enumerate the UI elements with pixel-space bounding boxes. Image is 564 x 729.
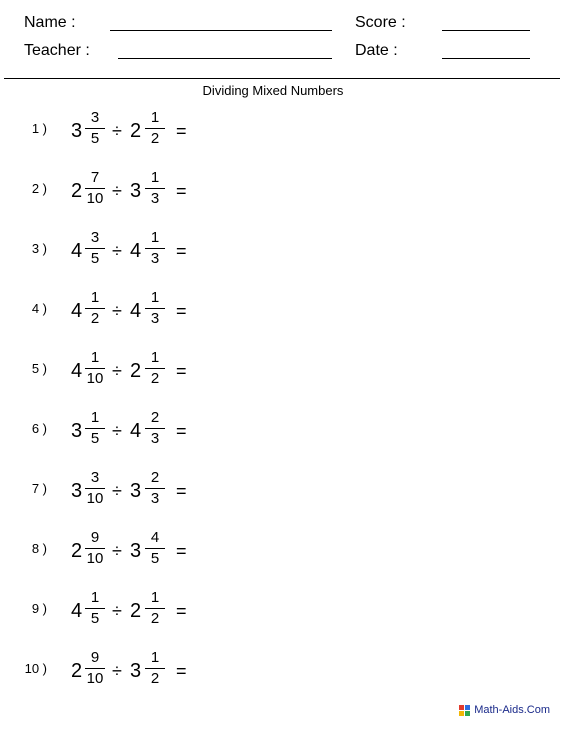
denominator: 5	[90, 250, 100, 267]
fraction	[82, 408, 108, 449]
denominator: 10	[86, 550, 104, 567]
equals-sign: =	[176, 601, 187, 621]
numerator: 1	[150, 109, 160, 126]
fraction	[82, 228, 108, 269]
fraction	[142, 168, 168, 209]
fraction	[142, 288, 168, 329]
whole-number: 4	[130, 240, 142, 262]
denominator: 10	[86, 190, 104, 207]
whole-number: 2	[71, 660, 83, 682]
whole-number: 2	[130, 120, 142, 142]
equals-sign: =	[176, 661, 187, 681]
denominator: 3	[150, 430, 160, 447]
equals-sign: =	[176, 181, 187, 201]
problem-number: 8 )	[31, 541, 47, 556]
whole-number: 3	[71, 120, 83, 142]
equals-sign: =	[176, 541, 187, 561]
fraction	[142, 108, 168, 149]
fraction	[82, 588, 108, 629]
whole-number: 3	[130, 660, 142, 682]
numerator: 3	[90, 109, 100, 126]
problem-row	[0, 526, 300, 576]
numerator: 1	[150, 289, 160, 306]
score-field[interactable]	[442, 30, 530, 31]
denominator: 10	[86, 490, 104, 507]
equals-sign: =	[176, 241, 187, 261]
denominator: 5	[90, 130, 100, 147]
numerator: 9	[90, 649, 100, 666]
problem-number: 7 )	[31, 481, 47, 496]
fraction	[82, 348, 108, 389]
equals-sign: =	[176, 481, 187, 501]
date-field[interactable]	[442, 58, 530, 59]
numerator: 1	[90, 349, 100, 366]
numerator: 1	[150, 169, 160, 186]
divide-sign: ÷	[112, 421, 122, 441]
denominator: 3	[150, 250, 160, 267]
problem-number: 6 )	[31, 421, 47, 436]
denominator: 3	[150, 310, 160, 327]
numerator: 1	[150, 649, 160, 666]
divide-sign: ÷	[112, 181, 122, 201]
problem-row	[0, 406, 300, 456]
numerator: 1	[150, 589, 160, 606]
equals-sign: =	[176, 121, 187, 141]
numerator: 1	[150, 349, 160, 366]
teacher-label: Teacher :	[24, 42, 90, 59]
whole-number: 2	[71, 540, 83, 562]
problem-number: 10 )	[24, 661, 47, 676]
numerator: 9	[90, 529, 100, 546]
numerator: 2	[150, 469, 160, 486]
equals-sign: =	[176, 301, 187, 321]
divide-sign: ÷	[112, 481, 122, 501]
whole-number: 2	[130, 360, 142, 382]
fraction	[82, 168, 108, 209]
denominator: 10	[86, 370, 104, 387]
numerator: 2	[150, 409, 160, 426]
denominator: 5	[150, 550, 160, 567]
numerator: 7	[90, 169, 100, 186]
name-label: Name :	[24, 14, 76, 31]
fraction	[82, 528, 108, 569]
fraction	[142, 408, 168, 449]
fraction	[142, 468, 168, 509]
problem-row	[0, 166, 300, 216]
fraction	[82, 288, 108, 329]
problem-row	[0, 346, 300, 396]
problem-number: 3 )	[31, 241, 47, 256]
problem-number: 1 )	[31, 121, 47, 136]
whole-number: 2	[71, 180, 83, 202]
divide-sign: ÷	[112, 601, 122, 621]
denominator: 2	[90, 310, 100, 327]
divide-sign: ÷	[112, 301, 122, 321]
denominator: 5	[90, 610, 100, 627]
page-title: Dividing Mixed Numbers	[202, 83, 344, 98]
problem-number: 2 )	[31, 181, 47, 196]
equals-sign: =	[176, 421, 187, 441]
name-field[interactable]	[110, 30, 332, 31]
whole-number: 4	[71, 360, 83, 382]
problem-row	[0, 466, 300, 516]
whole-number: 3	[130, 180, 142, 202]
whole-number: 3	[130, 540, 142, 562]
denominator: 2	[150, 370, 160, 387]
whole-number: 4	[130, 300, 142, 322]
divide-sign: ÷	[112, 361, 122, 381]
whole-number: 4	[130, 420, 142, 442]
numerator: 1	[90, 409, 100, 426]
fraction	[142, 228, 168, 269]
math-aids-logo-icon	[459, 705, 471, 716]
fraction	[142, 528, 168, 569]
numerator: 3	[90, 229, 100, 246]
date-label: Date :	[355, 42, 398, 59]
numerator: 1	[90, 589, 100, 606]
brand-footer	[459, 704, 550, 717]
problem-row	[0, 586, 300, 636]
brand-text: Math-Aids.Com	[474, 704, 550, 716]
fraction	[142, 588, 168, 629]
problem-row	[0, 106, 300, 156]
denominator: 2	[150, 610, 160, 627]
fraction	[142, 648, 168, 689]
fraction	[82, 108, 108, 149]
teacher-field[interactable]	[118, 58, 332, 59]
fraction	[82, 648, 108, 689]
denominator: 2	[150, 130, 160, 147]
denominator: 5	[90, 430, 100, 447]
whole-number: 3	[71, 420, 83, 442]
divide-sign: ÷	[112, 241, 122, 261]
whole-number: 4	[71, 300, 83, 322]
fraction	[142, 348, 168, 389]
numerator: 3	[90, 469, 100, 486]
header-divider	[4, 78, 560, 79]
problem-row	[0, 286, 300, 336]
whole-number: 2	[130, 600, 142, 622]
denominator: 3	[150, 190, 160, 207]
denominator: 2	[150, 670, 160, 687]
denominator: 3	[150, 490, 160, 507]
problem-row	[0, 646, 300, 696]
whole-number: 4	[71, 240, 83, 262]
denominator: 10	[86, 670, 104, 687]
score-label: Score :	[355, 14, 406, 31]
whole-number: 3	[130, 480, 142, 502]
problem-number: 5 )	[31, 361, 47, 376]
numerator: 1	[150, 229, 160, 246]
equals-sign: =	[176, 361, 187, 381]
divide-sign: ÷	[112, 541, 122, 561]
whole-number: 3	[71, 480, 83, 502]
fraction	[82, 468, 108, 509]
divide-sign: ÷	[112, 121, 122, 141]
problem-row	[0, 226, 300, 276]
whole-number: 4	[71, 600, 83, 622]
numerator: 4	[150, 529, 160, 546]
numerator: 1	[90, 289, 100, 306]
problem-number: 9 )	[31, 601, 47, 616]
divide-sign: ÷	[112, 661, 122, 681]
problem-number: 4 )	[31, 301, 47, 316]
